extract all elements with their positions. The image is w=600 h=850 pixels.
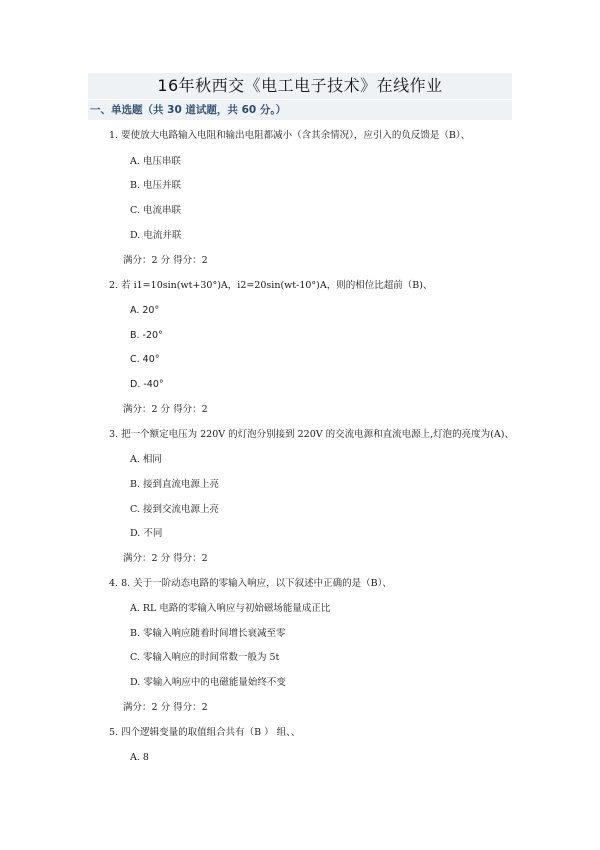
question-1-score: 满分：2 分 得分：2 — [123, 255, 208, 266]
page-title: 16年秋西交《电工电子技术》在线作业 — [88, 73, 512, 99]
question-2-option-d: D. -40° — [130, 379, 164, 390]
question-1-text: 1. 要使放大电路输入电阻和输出电阻都减小（含其余情况），应引入的负反馈是（B）、 — [109, 130, 471, 141]
question-1-option-d: D. 电流并联 — [130, 230, 182, 241]
question-2-option-a: A. 20° — [130, 305, 160, 316]
question-3-option-a: A. 相同 — [130, 454, 162, 465]
section-heading-text: 一、单选题（共 30 道试题，共 60 分。） — [90, 104, 287, 116]
question-4-option-a: A. RL 电路的零输入响应与初始磁场能量成正比 — [130, 603, 331, 614]
question-2-score: 满分：2 分 得分：2 — [123, 404, 208, 415]
question-3-option-d: D. 不同 — [130, 528, 163, 539]
question-3-option-b: B. 接到直流电源上亮 — [130, 479, 220, 490]
question-2-option-c: C. 40° — [130, 354, 160, 365]
question-3-score: 满分：2 分 得分：2 — [123, 553, 208, 564]
question-3-text: 3. 把一个额定电压为 220V 的灯泡分别接到 220V 的交流电源和直流电源上,灯泡的亮度为(A)、 — [109, 429, 514, 440]
question-1-option-c: C. 电流串联 — [130, 205, 181, 216]
question-2-option-b: B. -20° — [130, 330, 163, 341]
section-heading — [88, 100, 512, 120]
question-4-text: 4. 8. 关于一阶动态电路的零输入响应，以下叙述中正确的是（B）、 — [109, 578, 392, 589]
question-4-option-c: C. 零输入响应的时间常数一般为 5t — [130, 652, 280, 663]
question-2-text: 2. 若 i1=10sin(wt+30°)A，i2=20sin(wt-10°)A，则的相位比超前（B)、 — [109, 280, 433, 291]
question-1-option-a: A. 电压串联 — [130, 156, 181, 167]
question-4-score: 满分：2 分 得分：2 — [123, 702, 208, 713]
question-5-text: 5. 四个逻辑变量的取值组合共有（B ） 组、、 — [109, 727, 301, 738]
question-4-option-d: D. 零输入响应中的电磁能量始终不变 — [130, 677, 286, 688]
question-3-option-c: C. 接到交流电源上亮 — [130, 504, 219, 515]
question-4-option-b: B. 零输入响应随着时间增长衰减至零 — [130, 628, 286, 639]
question-1-option-b: B. 电压并联 — [130, 180, 182, 191]
question-5-option-a: A. 8 — [130, 752, 149, 763]
